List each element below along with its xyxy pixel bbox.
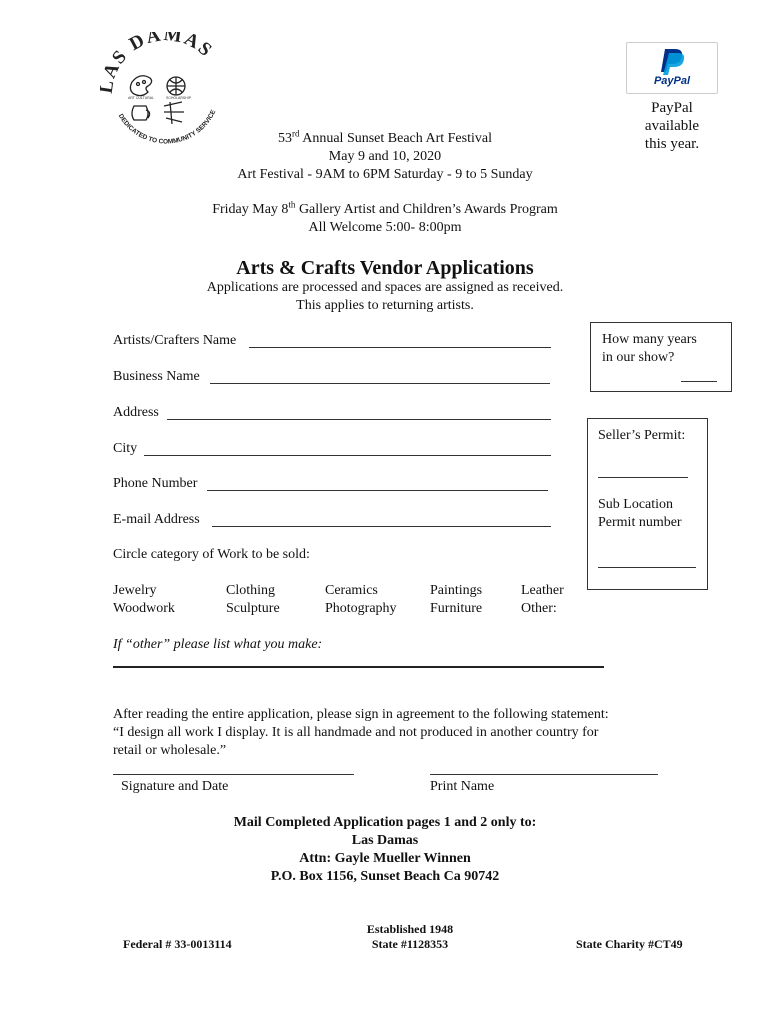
subheading-line: This applies to returning artists.: [296, 298, 474, 313]
sub-location-line: Sub Location: [598, 497, 674, 512]
field-label-phone: Phone Number: [113, 476, 198, 491]
category-option-leather[interactable]: Leather: [521, 583, 564, 598]
logo-jug-icon: [132, 106, 150, 120]
category-option-other[interactable]: Other:: [521, 601, 557, 616]
festival-ordinal-suffix: rd: [292, 128, 300, 139]
logo-globe-icon: [167, 77, 185, 95]
print-name-label: Print Name: [430, 779, 495, 794]
festival-ordinal: 53: [278, 131, 292, 146]
footer-charity: State Charity #CT49: [576, 937, 683, 951]
years-in-show-label: [602, 331, 697, 367]
category-prompt: Circle category of Work to be sold:: [113, 547, 310, 562]
category-column: [430, 582, 482, 618]
category-option-photography[interactable]: Photography: [325, 601, 397, 616]
sellers-permit-input-line[interactable]: [598, 477, 688, 478]
agreement-statement-line: retail or wholesale.”: [113, 743, 227, 758]
footer-established: [330, 922, 490, 952]
logo-caption-left: ART CULTURAL: [128, 96, 155, 100]
svg-text:LAS DAMAS: [100, 32, 217, 95]
logo-tools-icon: [164, 102, 184, 124]
friday-date: Friday May 8: [212, 202, 289, 217]
field-label-address: Address: [113, 405, 159, 420]
mailing-line: P.O. Box 1156, Sunset Beach Ca 90742: [270, 869, 500, 884]
agreement-text: [113, 706, 673, 760]
sellers-permit-label: Seller’s Permit:: [598, 428, 686, 443]
mailing-line: Mail Completed Application pages 1 and 2 only to:: [233, 815, 537, 830]
friday-program: [150, 201, 620, 237]
friday-program-title: Gallery Artist and Children’s Awards Program: [295, 202, 558, 217]
paypal-note-line: PayPal: [651, 100, 693, 116]
category-option-clothing[interactable]: Clothing: [226, 583, 276, 598]
agreement-intro: After reading the entire application, please sign in agreement to the following statement:: [113, 707, 609, 722]
business-name-input-line[interactable]: [210, 383, 550, 384]
mailing-line: Las Damas: [351, 833, 419, 848]
field-label-city: City: [113, 441, 138, 456]
sub-location-input-line[interactable]: [598, 567, 696, 568]
paypal-note: [610, 99, 734, 153]
friday-program-line: [150, 201, 620, 219]
category-option-paintings[interactable]: Paintings: [430, 583, 483, 598]
festival-title: [170, 130, 600, 148]
festival-hours: Art Festival - 9AM to 6PM Saturday - 9 to 5 Sunday: [237, 167, 533, 182]
artist-name-input-line[interactable]: [249, 347, 551, 348]
festival-dates: May 9 and 10, 2020: [328, 149, 442, 164]
years-input-line[interactable]: [681, 381, 717, 382]
logo-org-text: AS DAMAS: [100, 32, 218, 82]
sub-location-line: Permit number: [598, 515, 682, 530]
logo-caption-right: SCHOLARSHIP: [166, 96, 192, 100]
footer-established-line: Established 1948: [366, 922, 454, 936]
print-name-input-line[interactable]: [430, 774, 658, 775]
page-title: Arts & Crafts Vendor Applications: [236, 257, 534, 279]
phone-input-line[interactable]: [207, 490, 548, 491]
logo-motto-text: DEDICATED TO COMMUNITY SERVICE: [116, 108, 218, 146]
paypal-note-line: this year.: [644, 136, 700, 152]
field-label-business-name: Business Name: [113, 369, 200, 384]
years-in-show-box: [590, 322, 732, 392]
field-label-email: E-mail Address: [113, 512, 200, 527]
category-option-woodwork[interactable]: Woodwork: [113, 601, 175, 616]
footer-state-number: State #1128353: [371, 937, 449, 951]
subheading-line: Applications are processed and spaces are assigned as received.: [206, 280, 564, 295]
category-column: [521, 582, 564, 618]
mailing-line: Attn: Gayle Mueller Winnen: [299, 851, 471, 866]
friday-date-suffix: th: [288, 199, 296, 210]
category-column: [325, 582, 397, 618]
sub-location-label: [598, 496, 682, 532]
category-option-furniture[interactable]: Furniture: [430, 601, 483, 616]
signature-label: Signature and Date: [121, 779, 229, 794]
field-label-artist-name: Artists/Crafters Name: [113, 333, 237, 348]
other-prompt: If “other” please list what you make:: [113, 637, 323, 652]
signature-input-line[interactable]: [113, 774, 354, 775]
logo-palette-icon: [130, 76, 151, 96]
category-option-ceramics[interactable]: Ceramics: [325, 583, 378, 598]
category-option-jewelry[interactable]: Jewelry: [113, 583, 157, 598]
permit-box: [587, 418, 708, 590]
festival-title-rest: Annual Sunset Beach Art Festival: [299, 131, 492, 146]
address-input-line[interactable]: [167, 419, 551, 420]
other-input-line[interactable]: [113, 666, 604, 668]
paypal-badge: [626, 42, 718, 94]
email-input-line[interactable]: [212, 526, 551, 527]
friday-welcome: All Welcome 5:00- 8:00pm: [308, 220, 462, 235]
city-input-line[interactable]: [144, 455, 551, 456]
category-option-sculpture[interactable]: Sculpture: [226, 601, 280, 616]
agreement-statement-line: “I design all work I display. It is all handmade and not produced in another country for: [113, 725, 599, 740]
footer-federal: Federal # 33-0013114: [123, 937, 232, 951]
festival-info: [170, 130, 600, 184]
category-column: [113, 582, 175, 618]
paypal-logo-text: PayPal: [653, 75, 691, 87]
years-label-line: in our show?: [602, 350, 675, 365]
mailing-address: [140, 814, 630, 886]
subheading: [100, 279, 670, 315]
paypal-note-line: available: [644, 118, 700, 134]
category-column: [226, 582, 280, 618]
years-label-line: How many years: [602, 332, 697, 347]
